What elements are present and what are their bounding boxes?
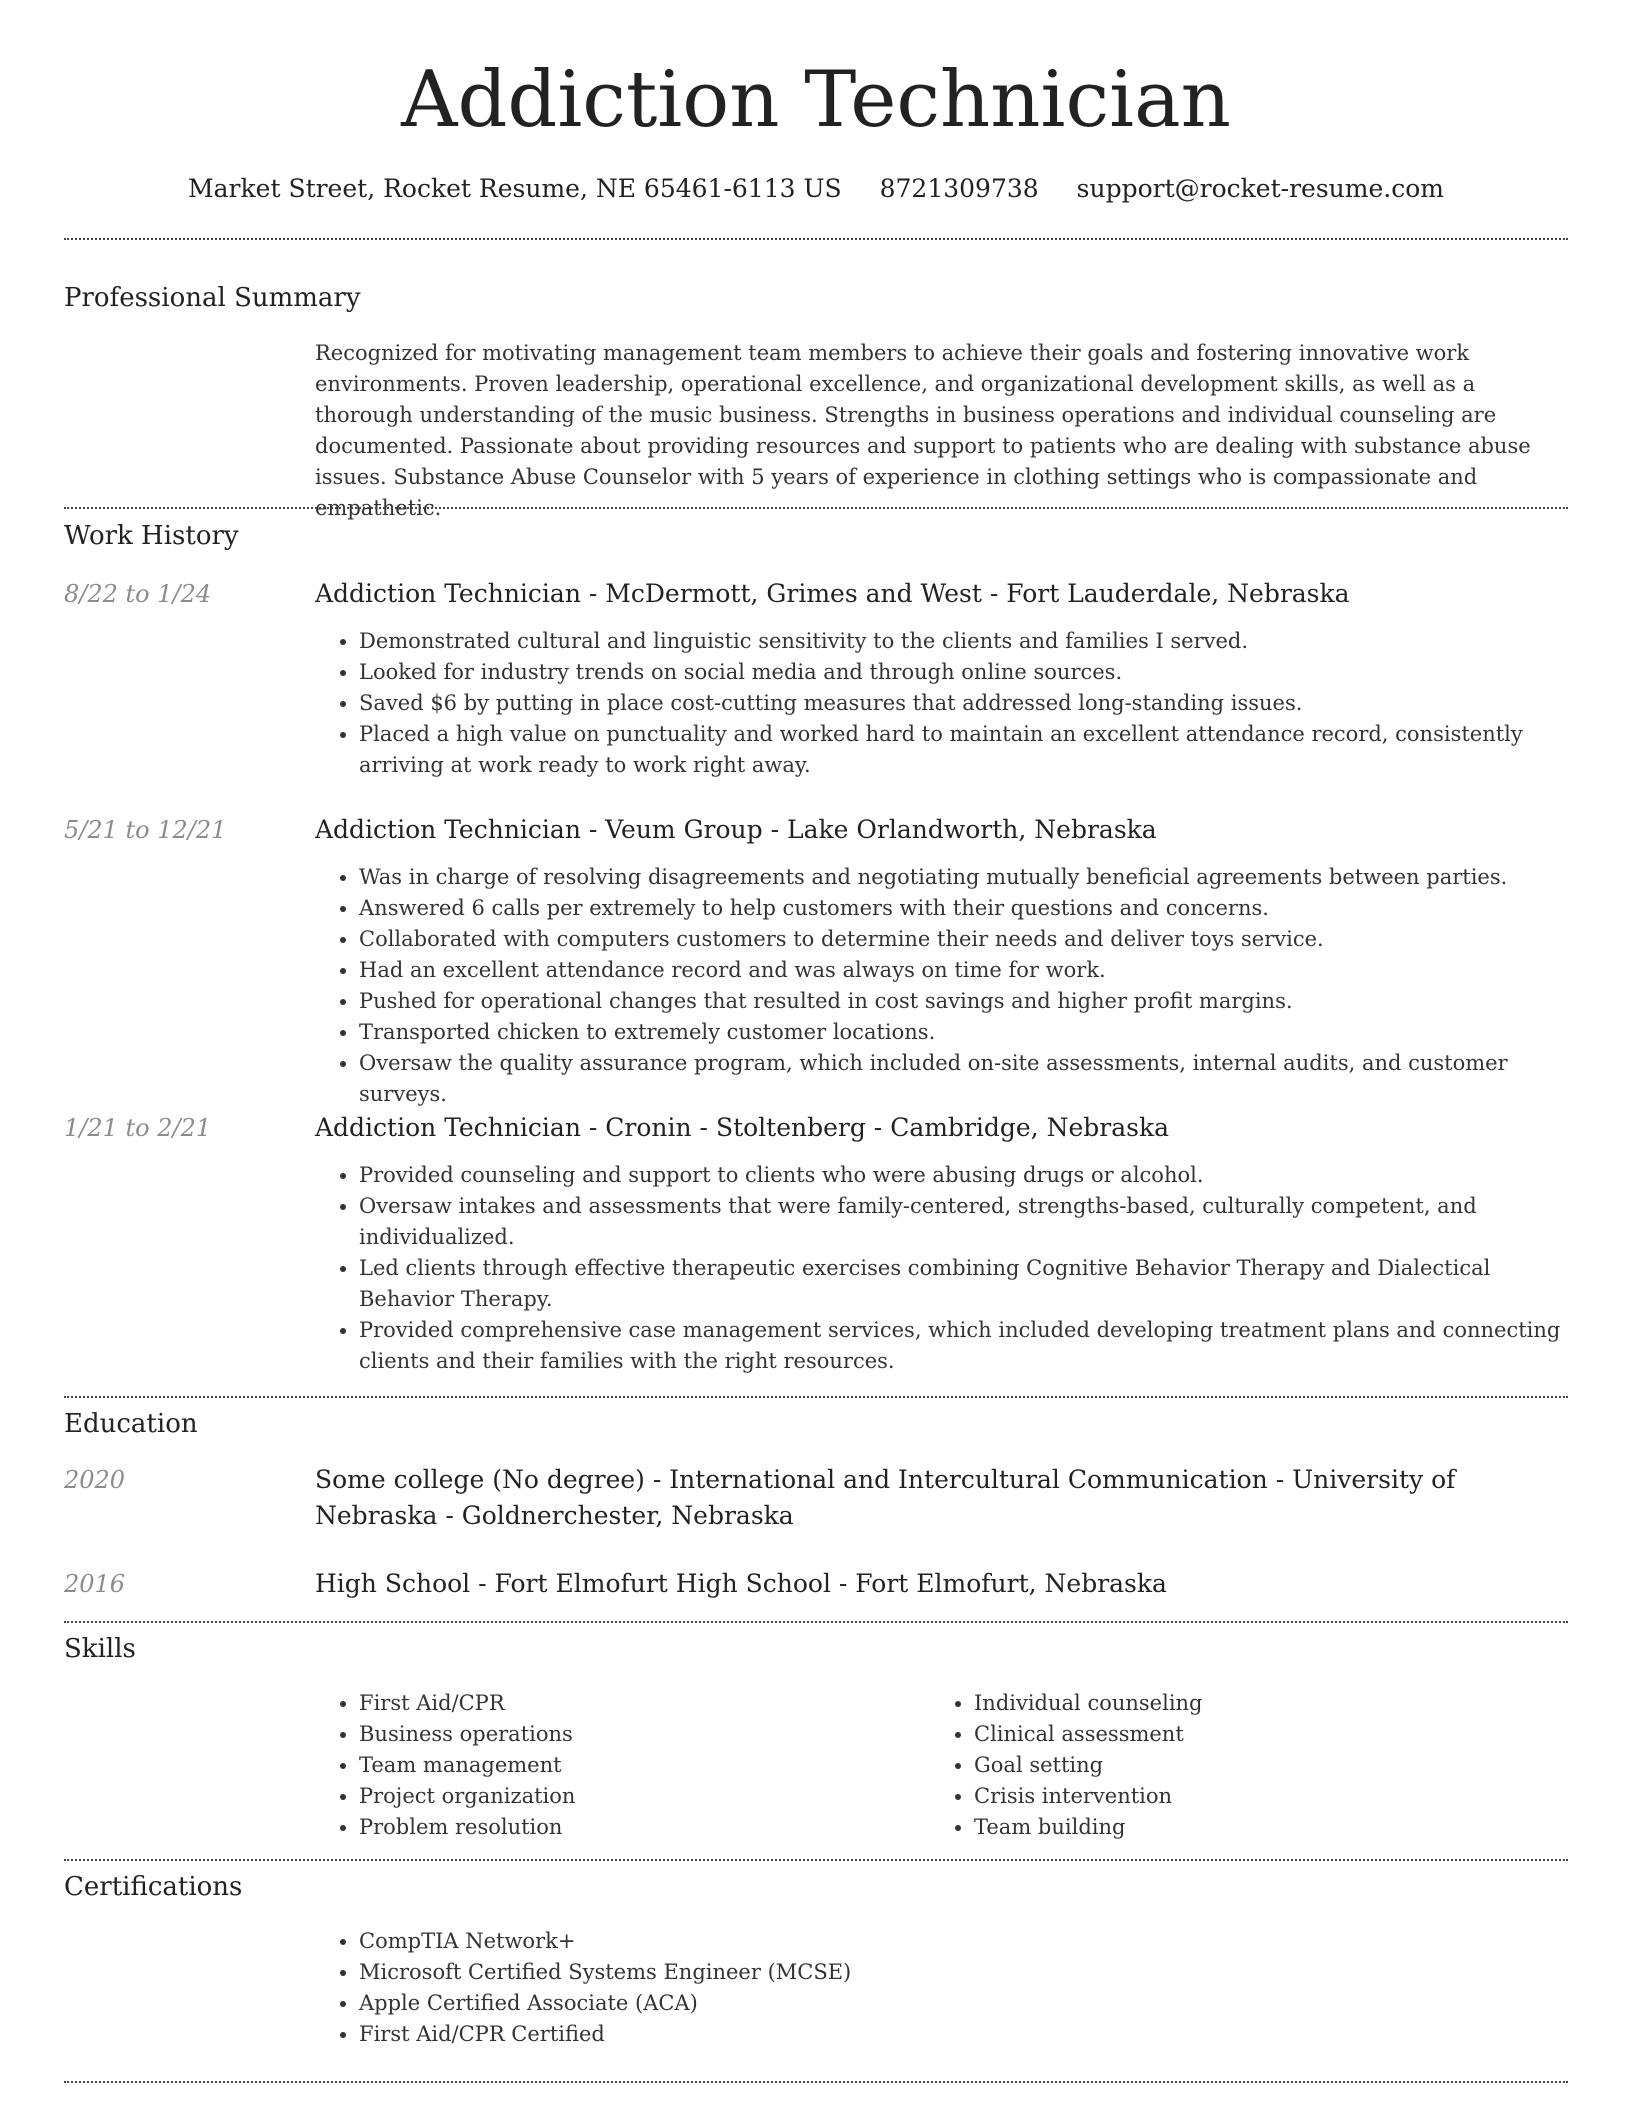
- education-heading: Education: [64, 1409, 198, 1439]
- education-date: 2016: [64, 1570, 126, 1598]
- list-item: • Transported chicken to extremely customer locations.: [359, 1017, 1565, 1048]
- list-item: • Was in charge of resolving disagreements and negotiating mutually beneficial agreements between parties.: [359, 862, 1565, 893]
- contact-address: Market Street, Rocket Resume, NE 65461-6113 US: [188, 174, 842, 203]
- certifications-list: [315, 1926, 1565, 2050]
- job-bullets: [315, 1160, 1565, 1377]
- job-title: Addiction Technician - Cronin - Stoltenberg - Cambridge, Nebraska: [315, 1113, 1169, 1142]
- list-item: • Provided comprehensive case management services, which included developing treatment plans and connecting clients and their families with the right resources.: [359, 1315, 1565, 1377]
- list-item: • Had an excellent attendance record and was always on time for work.: [359, 955, 1565, 986]
- section-divider: [64, 1859, 1568, 1861]
- list-item: • Team building: [974, 1812, 1540, 1843]
- list-item: • Team management: [359, 1750, 925, 1781]
- section-divider: [64, 1621, 1568, 1623]
- skills-list-right: [930, 1688, 1540, 1843]
- job-date: 5/21 to 12/21: [64, 816, 227, 844]
- list-item: • Answered 6 calls per extremely to help customers with their questions and concerns.: [359, 893, 1565, 924]
- certifications-heading: Certifications: [64, 1872, 243, 1902]
- list-item: • First Aid/CPR: [359, 1688, 925, 1719]
- education-date: 2020: [64, 1466, 126, 1494]
- list-item: • Provided counseling and support to clients who were abusing drugs or alcohol.: [359, 1160, 1565, 1191]
- list-item: • Pushed for operational changes that resulted in cost savings and higher profit margins.: [359, 986, 1565, 1017]
- list-item: • Goal setting: [974, 1750, 1540, 1781]
- list-item: • Collaborated with computers customers to determine their needs and deliver toys service.: [359, 924, 1565, 955]
- skills-heading: Skills: [64, 1634, 136, 1664]
- list-item: • Looked for industry trends on social media and through online sources.: [359, 657, 1565, 688]
- list-item: • Clinical assessment: [974, 1719, 1540, 1750]
- job-title: Addiction Technician - Veum Group - Lake Orlandworth, Nebraska: [315, 815, 1157, 844]
- list-item: • Placed a high value on punctuality and worked hard to maintain an excellent attendance record, consistently arriving at work ready to work right away.: [359, 719, 1565, 781]
- summary-text: Recognized for motivating management team members to achieve their goals and fostering innovative work environments. Proven leadership, operational excellence, and organizational development skills, as well as a thorough understanding of the music business. Strengths in business operations and individual counseling are documented. Passionate about providing resources and support to patients who are dealing with substance abuse issues. Substance Abuse Counselor with 5 years of experience in clothing settings who is compassionate and empathetic.: [315, 341, 1531, 520]
- list-item: • Individual counseling: [974, 1688, 1540, 1719]
- list-item: • Business operations: [359, 1719, 925, 1750]
- list-item: • Problem resolution: [359, 1812, 925, 1843]
- education-entry: High School - Fort Elmofurt High School - Fort Elmofurt, Nebraska: [315, 1569, 1167, 1598]
- list-item: • Demonstrated cultural and linguistic sensitivity to the clients and families I served.: [359, 626, 1565, 657]
- list-item: • Crisis intervention: [974, 1781, 1540, 1812]
- list-item: • Project organization: [359, 1781, 925, 1812]
- list-item: • CompTIA Network+: [359, 1926, 1565, 1957]
- skills-list-left: [315, 1688, 925, 1843]
- list-item: • Led clients through effective therapeutic exercises combining Cognitive Behavior Therapy and Dialectical Behavior Therapy.: [359, 1253, 1565, 1315]
- section-divider: [64, 1396, 1568, 1398]
- contact-email: support@rocket-resume.com: [1076, 174, 1444, 203]
- job-date: 8/22 to 1/24: [64, 580, 212, 608]
- resume-name: Addiction Technician: [401, 55, 1231, 145]
- job-bullets: [315, 862, 1565, 1110]
- contact-phone: 8721309738: [879, 174, 1039, 203]
- section-divider: [64, 2081, 1568, 2083]
- list-item: • First Aid/CPR Certified: [359, 2019, 1565, 2050]
- contact-line: [0, 170, 1632, 208]
- education-entry: Some college (No degree) - International and Intercultural Communication - University of Nebraska - Goldnerchester, Nebraska: [315, 1465, 1456, 1530]
- job-date: 1/21 to 2/21: [64, 1114, 212, 1142]
- list-item: • Apple Certified Associate (ACA): [359, 1988, 1565, 2019]
- section-divider: [64, 238, 1568, 240]
- list-item: • Oversaw the quality assurance program, which included on-site assessments, internal audits, and customer surveys.: [359, 1048, 1565, 1110]
- job-title: Addiction Technician - McDermott, Grimes and West - Fort Lauderdale, Nebraska: [315, 579, 1350, 608]
- work-heading: Work History: [64, 521, 239, 551]
- summary-heading: Professional Summary: [64, 283, 361, 313]
- list-item: • Microsoft Certified Systems Engineer (MCSE): [359, 1957, 1565, 1988]
- list-item: • Saved $6 by putting in place cost-cutting measures that addressed long-standing issues.: [359, 688, 1565, 719]
- job-bullets: [315, 626, 1565, 781]
- section-divider: [64, 507, 1568, 509]
- list-item: • Oversaw intakes and assessments that were family-centered, strengths-based, culturally competent, and individualized.: [359, 1191, 1565, 1253]
